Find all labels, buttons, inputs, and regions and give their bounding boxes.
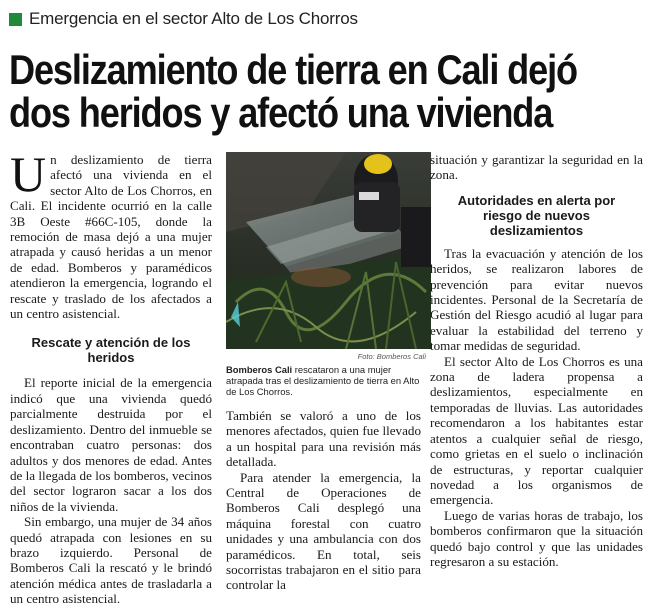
article-column-2 <box>226 408 421 593</box>
subhead-rescate: Rescate y atención de los heridos <box>31 335 191 366</box>
paragraph: El reporte inicial de la emergencia indicó que una vivienda quedó parcialmente destruida por el deslizamiento. Dentro del inmueble se encontraban cuatro personas: dos adultos y dos menores de edad. Antes de la llegada de los bomberos, vecinos del sector lograron sacar a los dos niños de la vivienda. <box>10 375 212 514</box>
rescue-scene-image <box>226 152 431 349</box>
lead-paragraph <box>10 146 212 322</box>
headline-line-1: Deslizamiento de tierra en Cali dejó <box>9 46 577 93</box>
caption-bold: Bomberos Cali <box>226 364 293 375</box>
headline <box>9 46 577 136</box>
section-kicker <box>9 9 358 29</box>
drop-cap: U <box>10 146 47 202</box>
green-square-icon <box>9 13 22 26</box>
lead-text: n deslizamiento de tierra afectó una vivienda en el sector Alto de Los Chorros, en Cali. El incidente ocurrió en la calle 3B Oeste #66C-105, donde la remoción de masa dejó a una mujer atrapada y causó heridas a un menor de edad. Bomberos y paramédicos atendieron la emergencia, logrando el rescate y traslado de los afectados a un centro asistencial. <box>10 152 212 322</box>
caption-text: rescataron a una mujer atrapada tras el deslizamiento de tierra en Alto de Los Chorros. <box>226 364 420 397</box>
article-column-3 <box>430 152 643 569</box>
paragraph: Para atender la emergencia, la Central de Operaciones de Bomberos Cali desplegó una máquina forestal con cuatro unidades y una ambulancia con dos paramédicos. En total, seis socorristas trabajaron en el sitio para controlar la <box>226 469 421 593</box>
kicker-text: Emergencia en el sector Alto de Los Chorros <box>29 9 358 28</box>
paragraph: situación y garantizar la seguridad en la zona. <box>430 152 643 183</box>
news-photo <box>226 152 431 349</box>
paragraph: Sin embargo, una mujer de 34 años quedó atrapada con lesiones en su brazo izquierdo. Personal de Bomberos Cali la rescató y le brindó atención médica antes de trasladarla a un centro asistencial. <box>10 514 212 607</box>
subhead-autoridades: Autoridades en alerta por riesgo de nuevos deslizamientos <box>457 192 616 238</box>
photo-caption <box>226 364 426 397</box>
headline-line-2: dos heridos y afectó una vivienda <box>9 89 553 136</box>
paragraph: Luego de varias horas de trabajo, los bomberos confirmaron que la situación quedó bajo control y que las unidades regresaron a su estación. <box>430 507 643 569</box>
paragraph: El sector Alto de Los Chorros es una zona de ladera propensa a deslizamientos, especialmente en temporadas de lluvias. Las autoridades recomendaron a los habitantes estar atentos a cualquier señal de riesgo, como grietas en el suelo o inclinación de estructuras, y reportar cualquier novedad a los organismos de emergencia. <box>430 353 643 508</box>
paragraph: También se valoró a uno de los menores afectados, quien fue llevado a un hospital para una revisión más detallada. <box>226 408 421 470</box>
article-column-1 <box>10 146 212 607</box>
paragraph: Tras la evacuación y atención de los heridos, se realizaron labores de prevención para evitar nuevos incidentes. Personal de la Secretaría de Gestión del Riesgo acudió al lugar para evaluar la estabilidad del terreno y tomar medidas de seguridad. <box>430 245 643 354</box>
photo-credit: Foto: Bomberos Cali <box>357 352 426 361</box>
